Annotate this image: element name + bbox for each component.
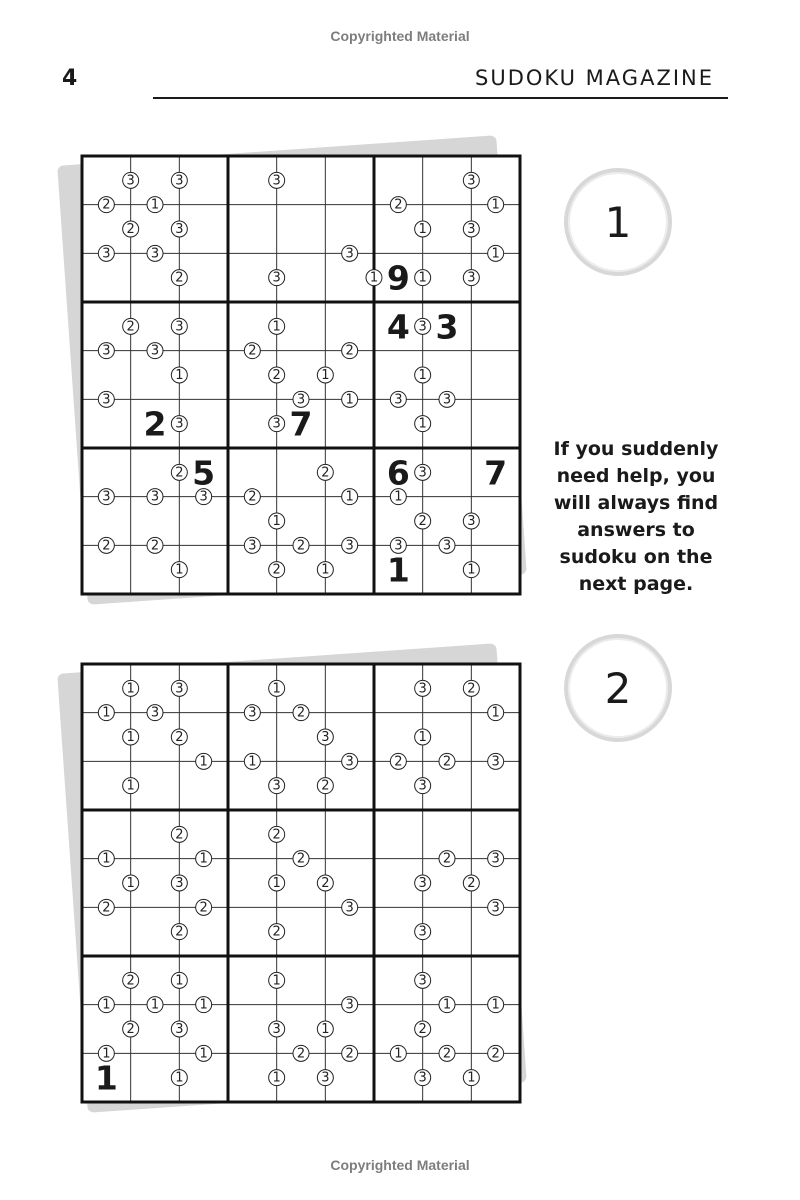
circled-clue bbox=[269, 367, 285, 383]
circled-clue bbox=[244, 489, 260, 505]
circled-clue bbox=[415, 464, 431, 480]
circled-clue bbox=[317, 367, 333, 383]
clue-digit: 1 bbox=[394, 489, 403, 505]
circled-clue bbox=[244, 753, 260, 769]
given-digit: 9 bbox=[386, 258, 410, 298]
clue-digit: 2 bbox=[467, 876, 476, 891]
clue-digit: 1 bbox=[394, 1046, 403, 1062]
clue-digit: 2 bbox=[296, 851, 306, 867]
puzzle-2-svg bbox=[80, 662, 522, 1104]
clue-digit: 1 bbox=[272, 876, 281, 891]
circled-clue bbox=[196, 1045, 212, 1061]
puzzle-1-svg bbox=[80, 154, 522, 596]
clue-digit: 3 bbox=[150, 705, 160, 721]
circled-clue bbox=[390, 753, 406, 769]
circled-clue bbox=[269, 924, 285, 940]
clue-digit: 1 bbox=[175, 368, 184, 383]
given-digit: 1 bbox=[386, 550, 410, 590]
circled-clue bbox=[98, 343, 114, 359]
clue-digit: 1 bbox=[467, 1070, 476, 1086]
clue-digit: 1 bbox=[345, 392, 354, 408]
clue-digit: 3 bbox=[467, 514, 476, 529]
grid-background bbox=[82, 664, 520, 1102]
circled-clue bbox=[439, 851, 455, 867]
clue-digit: 1 bbox=[150, 197, 160, 213]
clue-digit: 1 bbox=[321, 368, 330, 383]
circled-clue bbox=[171, 680, 187, 696]
circled-clue bbox=[269, 826, 285, 842]
circled-clue bbox=[342, 343, 358, 359]
clue-digit: 3 bbox=[418, 681, 427, 697]
clue-digit: 1 bbox=[102, 1046, 111, 1062]
clue-digit: 3 bbox=[491, 851, 500, 867]
circled-clue bbox=[488, 753, 504, 769]
circled-clue bbox=[317, 1070, 333, 1086]
circled-clue bbox=[463, 221, 479, 237]
clue-digit: 2 bbox=[296, 1046, 306, 1062]
clue-digit: 3 bbox=[272, 778, 281, 794]
clue-digit: 2 bbox=[175, 270, 184, 286]
clue-digit: 3 bbox=[467, 222, 476, 237]
circled-clue bbox=[415, 318, 431, 334]
circled-clue bbox=[293, 851, 309, 867]
clue-digit: 3 bbox=[418, 973, 427, 989]
clue-digit: 3 bbox=[467, 173, 476, 189]
clue-digit: 3 bbox=[272, 173, 281, 189]
circled-clue bbox=[98, 705, 114, 721]
circled-clue bbox=[98, 851, 114, 867]
clue-digit: 2 bbox=[102, 197, 111, 213]
clue-digit: 3 bbox=[175, 416, 184, 432]
circled-clue bbox=[415, 972, 431, 988]
clue-digit: 1 bbox=[199, 754, 208, 770]
circled-clue bbox=[98, 197, 114, 213]
clue-digit: 1 bbox=[248, 754, 257, 770]
circled-clue bbox=[415, 680, 431, 696]
circled-clue bbox=[463, 513, 479, 529]
circled-clue bbox=[196, 753, 212, 769]
clue-digit: 3 bbox=[418, 924, 427, 940]
clue-digit: 2 bbox=[248, 489, 257, 505]
circled-clue bbox=[415, 729, 431, 745]
clue-digit: 3 bbox=[491, 754, 500, 770]
clue-digit: 2 bbox=[345, 1046, 354, 1062]
circled-clue bbox=[171, 221, 187, 237]
circled-clue bbox=[98, 997, 114, 1013]
circled-clue bbox=[171, 562, 187, 578]
circled-clue bbox=[269, 778, 285, 794]
clue-digit: 1 bbox=[418, 368, 427, 383]
circled-clue bbox=[439, 391, 455, 407]
clue-digit: 2 bbox=[150, 538, 160, 554]
circled-clue bbox=[269, 680, 285, 696]
circled-clue bbox=[269, 318, 285, 334]
puzzle-2-badge: 2 bbox=[564, 634, 672, 742]
circled-clue bbox=[415, 875, 431, 891]
circled-clue bbox=[390, 391, 406, 407]
grid-background bbox=[82, 156, 520, 594]
clue-digit: 1 bbox=[272, 681, 281, 697]
circled-clue bbox=[415, 221, 431, 237]
circled-clue bbox=[98, 899, 114, 915]
given-digit: 3 bbox=[435, 307, 459, 347]
clue-digit: 1 bbox=[199, 997, 208, 1013]
clue-digit: 3 bbox=[418, 778, 427, 794]
circled-clue bbox=[342, 391, 358, 407]
clue-digit: 3 bbox=[345, 997, 354, 1013]
circled-clue bbox=[317, 729, 333, 745]
clue-digit: 2 bbox=[175, 465, 184, 481]
circled-clue bbox=[366, 270, 382, 286]
clue-digit: 3 bbox=[491, 900, 500, 916]
clue-digit: 1 bbox=[369, 270, 379, 286]
clue-digit: 3 bbox=[175, 1022, 184, 1037]
circled-clue bbox=[439, 537, 455, 553]
clue-digit: 3 bbox=[175, 222, 184, 237]
copyright-bottom: Copyrighted Material bbox=[330, 1157, 470, 1173]
circled-clue bbox=[488, 705, 504, 721]
circled-clue bbox=[244, 705, 260, 721]
magazine-title: SUDOKU MAGAZINE bbox=[475, 66, 714, 90]
circled-clue bbox=[98, 489, 114, 505]
clue-digit: 3 bbox=[442, 392, 452, 408]
circled-clue bbox=[123, 1021, 139, 1037]
circled-clue bbox=[439, 753, 455, 769]
clue-digit: 1 bbox=[418, 730, 427, 745]
clue-digit: 3 bbox=[272, 270, 281, 286]
circled-clue bbox=[269, 875, 285, 891]
clue-digit: 1 bbox=[491, 705, 500, 721]
circled-clue bbox=[415, 1070, 431, 1086]
clue-digit: 1 bbox=[175, 562, 184, 578]
clue-digit: 2 bbox=[199, 900, 208, 916]
clue-digit: 3 bbox=[248, 705, 257, 721]
clue-digit: 1 bbox=[491, 997, 500, 1013]
clue-digit: 3 bbox=[272, 1022, 281, 1037]
clue-digit: 3 bbox=[175, 319, 184, 335]
clue-digit: 2 bbox=[321, 465, 330, 481]
circled-clue bbox=[244, 537, 260, 553]
puzzle-2-grid[interactable] bbox=[80, 662, 522, 1104]
circled-clue bbox=[147, 489, 163, 505]
clue-digit: 1 bbox=[491, 197, 500, 213]
circled-clue bbox=[123, 221, 139, 237]
clue-digit: 2 bbox=[296, 538, 306, 554]
clue-digit: 2 bbox=[272, 562, 281, 578]
clue-digit: 2 bbox=[248, 343, 257, 359]
clue-digit: 1 bbox=[126, 876, 135, 891]
clue-digit: 1 bbox=[418, 222, 427, 237]
clue-digit: 2 bbox=[394, 197, 403, 213]
clue-digit: 1 bbox=[126, 778, 135, 794]
clue-digit: 1 bbox=[199, 851, 208, 867]
given-digit: 7 bbox=[484, 453, 508, 493]
circled-clue bbox=[463, 270, 479, 286]
circled-clue bbox=[171, 318, 187, 334]
clue-digit: 2 bbox=[442, 1046, 452, 1062]
circled-clue bbox=[196, 851, 212, 867]
circled-clue bbox=[269, 416, 285, 432]
circled-clue bbox=[317, 1021, 333, 1037]
header-rule bbox=[153, 97, 728, 99]
circled-clue bbox=[439, 997, 455, 1013]
circled-clue bbox=[269, 562, 285, 578]
given-digit: 1 bbox=[94, 1058, 118, 1098]
circled-clue bbox=[147, 705, 163, 721]
puzzle-1-badge: 1 bbox=[564, 168, 672, 276]
clue-digit: 2 bbox=[126, 319, 135, 335]
circled-clue bbox=[123, 729, 139, 745]
circled-clue bbox=[342, 753, 358, 769]
clue-digit: 3 bbox=[345, 754, 354, 770]
clue-digit: 2 bbox=[126, 222, 135, 237]
clue-digit: 1 bbox=[175, 1070, 184, 1086]
circled-clue bbox=[269, 270, 285, 286]
circled-clue bbox=[123, 778, 139, 794]
clue-digit: 1 bbox=[321, 562, 330, 578]
clue-digit: 1 bbox=[272, 514, 281, 529]
clue-digit: 2 bbox=[321, 778, 330, 794]
circled-clue bbox=[488, 197, 504, 213]
circled-clue bbox=[439, 1045, 455, 1061]
clue-digit: 2 bbox=[175, 730, 184, 745]
circled-clue bbox=[171, 270, 187, 286]
clue-digit: 1 bbox=[467, 562, 476, 578]
clue-digit: 3 bbox=[394, 392, 403, 408]
clue-digit: 1 bbox=[102, 851, 111, 867]
puzzle-1-grid[interactable] bbox=[80, 154, 522, 596]
clue-digit: 2 bbox=[175, 827, 184, 843]
circled-clue bbox=[98, 245, 114, 261]
clue-digit: 3 bbox=[150, 343, 160, 359]
clue-digit: 2 bbox=[321, 876, 330, 891]
clue-digit: 1 bbox=[126, 730, 135, 745]
clue-digit: 3 bbox=[345, 246, 354, 262]
circled-clue bbox=[317, 464, 333, 480]
clue-digit: 2 bbox=[442, 851, 452, 867]
circled-clue bbox=[463, 680, 479, 696]
clue-digit: 3 bbox=[175, 681, 184, 697]
circled-clue bbox=[293, 705, 309, 721]
clue-digit: 3 bbox=[175, 173, 184, 189]
circled-clue bbox=[488, 899, 504, 915]
given-digit: 6 bbox=[386, 453, 410, 493]
circled-clue bbox=[123, 875, 139, 891]
given-digit: 2 bbox=[143, 404, 167, 444]
clue-digit: 1 bbox=[272, 973, 281, 989]
circled-clue bbox=[342, 537, 358, 553]
circled-clue bbox=[171, 729, 187, 745]
circled-clue bbox=[147, 997, 163, 1013]
clue-digit: 3 bbox=[467, 270, 476, 286]
page-number: 4 bbox=[62, 66, 78, 91]
clue-digit: 2 bbox=[102, 538, 111, 554]
clue-digit: 3 bbox=[418, 876, 427, 891]
circled-clue bbox=[415, 924, 431, 940]
clue-digit: 2 bbox=[126, 973, 135, 989]
clue-digit: 3 bbox=[102, 343, 111, 359]
clue-digit: 3 bbox=[394, 538, 403, 554]
circled-clue bbox=[390, 197, 406, 213]
circled-clue bbox=[269, 1070, 285, 1086]
clue-digit: 3 bbox=[150, 246, 160, 262]
circled-clue bbox=[488, 851, 504, 867]
clue-digit: 3 bbox=[272, 416, 281, 432]
circled-clue bbox=[463, 172, 479, 188]
clue-digit: 2 bbox=[491, 1046, 500, 1062]
clue-digit: 1 bbox=[418, 270, 427, 286]
clue-digit: 1 bbox=[126, 681, 135, 697]
clue-digit: 3 bbox=[102, 489, 111, 505]
clue-digit: 1 bbox=[418, 416, 427, 432]
clue-digit: 2 bbox=[418, 1022, 427, 1037]
clue-digit: 3 bbox=[199, 489, 208, 505]
circled-clue bbox=[488, 1045, 504, 1061]
clue-digit: 1 bbox=[442, 997, 452, 1013]
circled-clue bbox=[269, 1021, 285, 1037]
clue-digit: 3 bbox=[418, 319, 427, 335]
clue-digit: 3 bbox=[442, 538, 452, 554]
circled-clue bbox=[171, 367, 187, 383]
circled-clue bbox=[171, 924, 187, 940]
clue-digit: 1 bbox=[345, 489, 354, 505]
clue-digit: 3 bbox=[345, 900, 354, 916]
circled-clue bbox=[293, 1045, 309, 1061]
circled-clue bbox=[147, 537, 163, 553]
clue-digit: 2 bbox=[272, 827, 281, 843]
circled-clue bbox=[463, 562, 479, 578]
clue-digit: 2 bbox=[272, 924, 281, 940]
clue-digit: 2 bbox=[126, 1022, 135, 1037]
circled-clue bbox=[98, 537, 114, 553]
circled-clue bbox=[342, 489, 358, 505]
circled-clue bbox=[147, 197, 163, 213]
clue-digit: 1 bbox=[102, 997, 111, 1013]
circled-clue bbox=[342, 997, 358, 1013]
circled-clue bbox=[171, 1021, 187, 1037]
circled-clue bbox=[415, 270, 431, 286]
given-digit: 5 bbox=[192, 453, 216, 493]
circled-clue bbox=[147, 245, 163, 261]
clue-digit: 1 bbox=[199, 1046, 208, 1062]
clue-digit: 3 bbox=[102, 392, 111, 408]
circled-clue bbox=[171, 464, 187, 480]
circled-clue bbox=[317, 562, 333, 578]
circled-clue bbox=[123, 680, 139, 696]
circled-clue bbox=[342, 1045, 358, 1061]
circled-clue bbox=[390, 1045, 406, 1061]
clue-digit: 2 bbox=[296, 705, 306, 721]
clue-digit: 2 bbox=[102, 900, 111, 916]
circled-clue bbox=[415, 416, 431, 432]
circled-clue bbox=[123, 972, 139, 988]
circled-clue bbox=[244, 343, 260, 359]
circled-clue bbox=[463, 1070, 479, 1086]
clue-digit: 1 bbox=[272, 1070, 281, 1086]
clue-digit: 1 bbox=[272, 319, 281, 335]
circled-clue bbox=[342, 245, 358, 261]
circled-clue bbox=[293, 537, 309, 553]
circled-clue bbox=[269, 972, 285, 988]
clue-digit: 1 bbox=[321, 1022, 330, 1037]
circled-clue bbox=[317, 778, 333, 794]
clue-digit: 1 bbox=[175, 973, 184, 989]
circled-clue bbox=[269, 513, 285, 529]
circled-clue bbox=[123, 318, 139, 334]
circled-clue bbox=[123, 172, 139, 188]
circled-clue bbox=[415, 513, 431, 529]
circled-clue bbox=[171, 972, 187, 988]
clue-digit: 2 bbox=[175, 924, 184, 940]
clue-digit: 3 bbox=[102, 246, 111, 262]
given-digit: 7 bbox=[289, 404, 313, 444]
circled-clue bbox=[171, 416, 187, 432]
help-note: If you suddenly need help, you will always find answers to sudoku on the next page. bbox=[553, 438, 719, 595]
circled-clue bbox=[171, 826, 187, 842]
copyright-top: Copyrighted Material bbox=[330, 28, 470, 44]
clue-digit: 3 bbox=[248, 538, 257, 554]
circled-clue bbox=[342, 899, 358, 915]
circled-clue bbox=[463, 875, 479, 891]
clue-digit: 1 bbox=[150, 997, 160, 1013]
circled-clue bbox=[171, 1070, 187, 1086]
circled-clue bbox=[147, 343, 163, 359]
clue-digit: 3 bbox=[418, 1070, 427, 1086]
clue-digit: 2 bbox=[442, 754, 452, 770]
clue-digit: 3 bbox=[150, 489, 160, 505]
clue-digit: 2 bbox=[394, 754, 403, 770]
clue-digit: 1 bbox=[102, 705, 111, 721]
clue-digit: 3 bbox=[418, 465, 427, 481]
circled-clue bbox=[98, 391, 114, 407]
clue-digit: 1 bbox=[491, 246, 500, 262]
clue-digit: 3 bbox=[296, 392, 306, 408]
circled-clue bbox=[415, 367, 431, 383]
clue-digit: 3 bbox=[321, 1070, 330, 1086]
circled-clue bbox=[171, 172, 187, 188]
circled-clue bbox=[488, 997, 504, 1013]
clue-digit: 2 bbox=[467, 681, 476, 697]
clue-digit: 3 bbox=[175, 876, 184, 891]
clue-digit: 2 bbox=[272, 368, 281, 383]
circled-clue bbox=[488, 245, 504, 261]
clue-digit: 3 bbox=[321, 730, 330, 745]
circled-clue bbox=[415, 778, 431, 794]
clue-digit: 3 bbox=[345, 538, 354, 554]
given-digit: 4 bbox=[386, 307, 410, 347]
circled-clue bbox=[415, 1021, 431, 1037]
clue-digit: 3 bbox=[126, 173, 135, 189]
clue-digit: 2 bbox=[345, 343, 354, 359]
circled-clue bbox=[171, 875, 187, 891]
circled-clue bbox=[196, 997, 212, 1013]
circled-clue bbox=[196, 899, 212, 915]
circled-clue bbox=[269, 172, 285, 188]
clue-digit: 2 bbox=[418, 514, 427, 529]
circled-clue bbox=[317, 875, 333, 891]
